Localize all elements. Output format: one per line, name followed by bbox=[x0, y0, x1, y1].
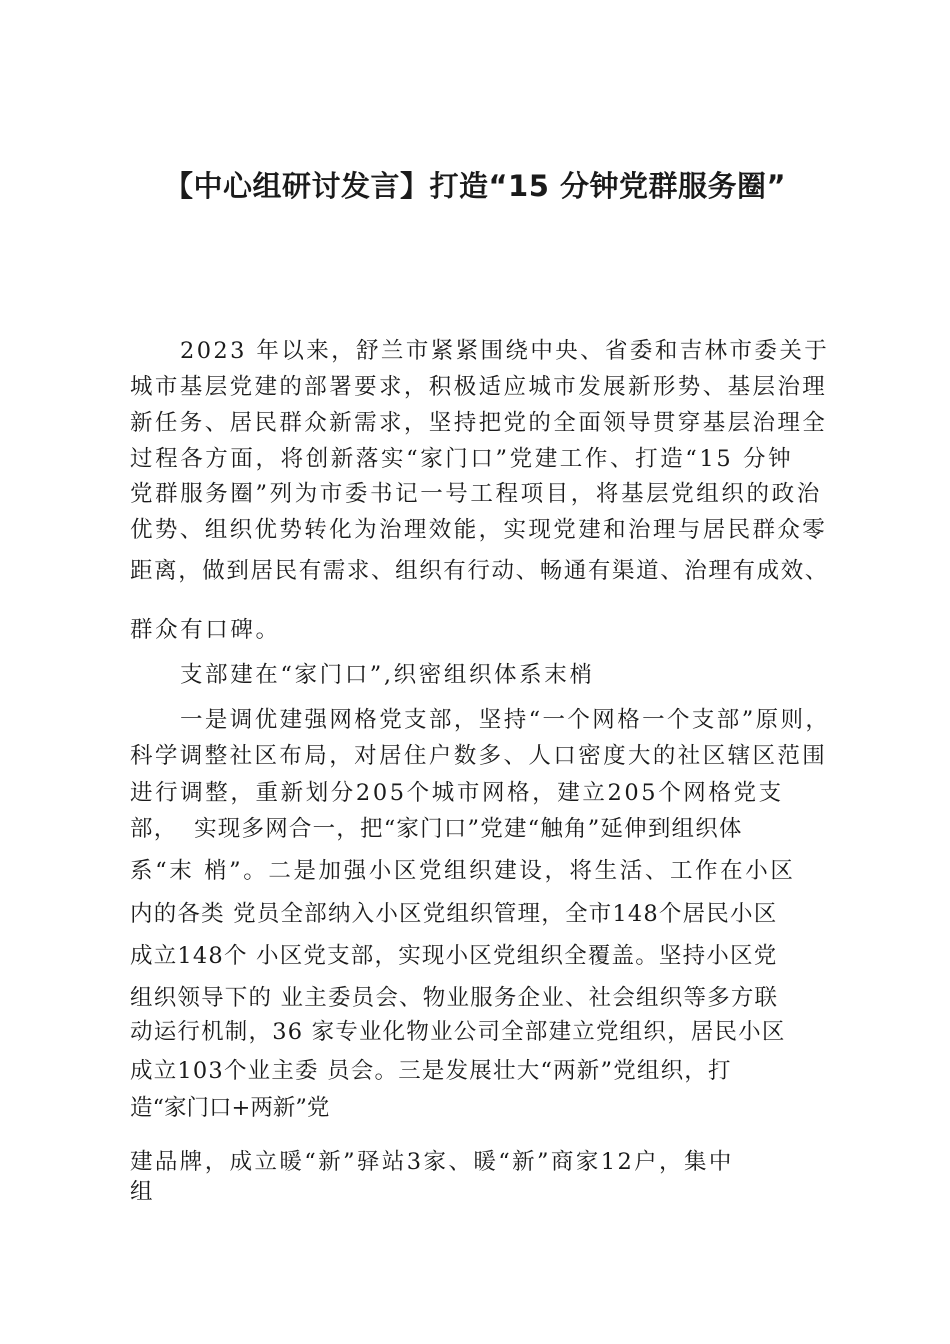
paragraph-line: 群众有口碑。 bbox=[130, 617, 281, 643]
paragraph-line: 动运行机制，36 家专业化物业公司全部建立党组织，居民小区 bbox=[130, 1019, 786, 1045]
paragraph-line: 成立103个业主委 员会。三是发展壮大“两新”党组织，打 bbox=[130, 1058, 732, 1084]
paragraph-line: 部， 实现多网合一，把“家门口”党建“触角”延伸到组织体 bbox=[130, 816, 743, 842]
paragraph-line: 优势、组织优势转化为治理效能，实现党建和治理与居民群众零 bbox=[130, 517, 828, 543]
paragraph-line: 组 bbox=[130, 1179, 153, 1205]
paragraph-line: 城市基层党建的部署要求，积极适应城市发展新形势、基层治理 bbox=[130, 374, 828, 400]
paragraph-line: 进行调整，重新划分205个城市网格，建立205个网格党支 bbox=[130, 780, 784, 806]
paragraph-line: 成立148个 小区党支部，实现小区党组织全覆盖。坚持小区党 bbox=[130, 943, 778, 969]
paragraph-line: 建品牌，成立暖“新”驿站3家、暖“新”商家12户，集中 bbox=[130, 1149, 734, 1175]
document-title: 【中心组研讨发言】打造“15 分钟党群服务圈” bbox=[163, 169, 787, 203]
section-heading: 支部建在“家门口”,织密组织体系末梢 bbox=[180, 662, 595, 688]
paragraph-line: 2023 年以来，舒兰市紧紧围绕中央、省委和吉林市委关于 bbox=[180, 338, 830, 364]
paragraph-line: 距离，做到居民有需求、组织有行动、畅通有渠道、治理有成效、 bbox=[130, 558, 829, 584]
paragraph-line: 科学调整社区布局，对居住户数多、人口密度大的社区辖区范围 bbox=[130, 743, 828, 769]
paragraph-line: 组织领导下的 业主委员会、物业服务企业、社会组织等多方联 bbox=[130, 985, 779, 1011]
paragraph-line: 一是调优建强网格党支部，坚持“一个网格一个支部”原则， bbox=[180, 707, 831, 733]
paragraph-line: 系“末 梢”。二是加强小区党组织建设，将生活、工作在小区 bbox=[130, 858, 796, 884]
paragraph-line: 过程各方面，将创新落实“家门口”党建工作、打造“15 分钟 bbox=[130, 446, 794, 472]
paragraph-line: 内的各类 党员全部纳入小区党组织管理，全市148个居民小区 bbox=[130, 901, 778, 927]
paragraph-line: 党群服务圈”列为市委书记一号工程项目，将基层党组织的政治 bbox=[130, 481, 822, 507]
paragraph-line: 新任务、居民群众新需求，坚持把党的全面领导贯穿基层治理全 bbox=[130, 410, 828, 436]
paragraph-line: 造“家门口+两新”党 bbox=[130, 1095, 330, 1121]
